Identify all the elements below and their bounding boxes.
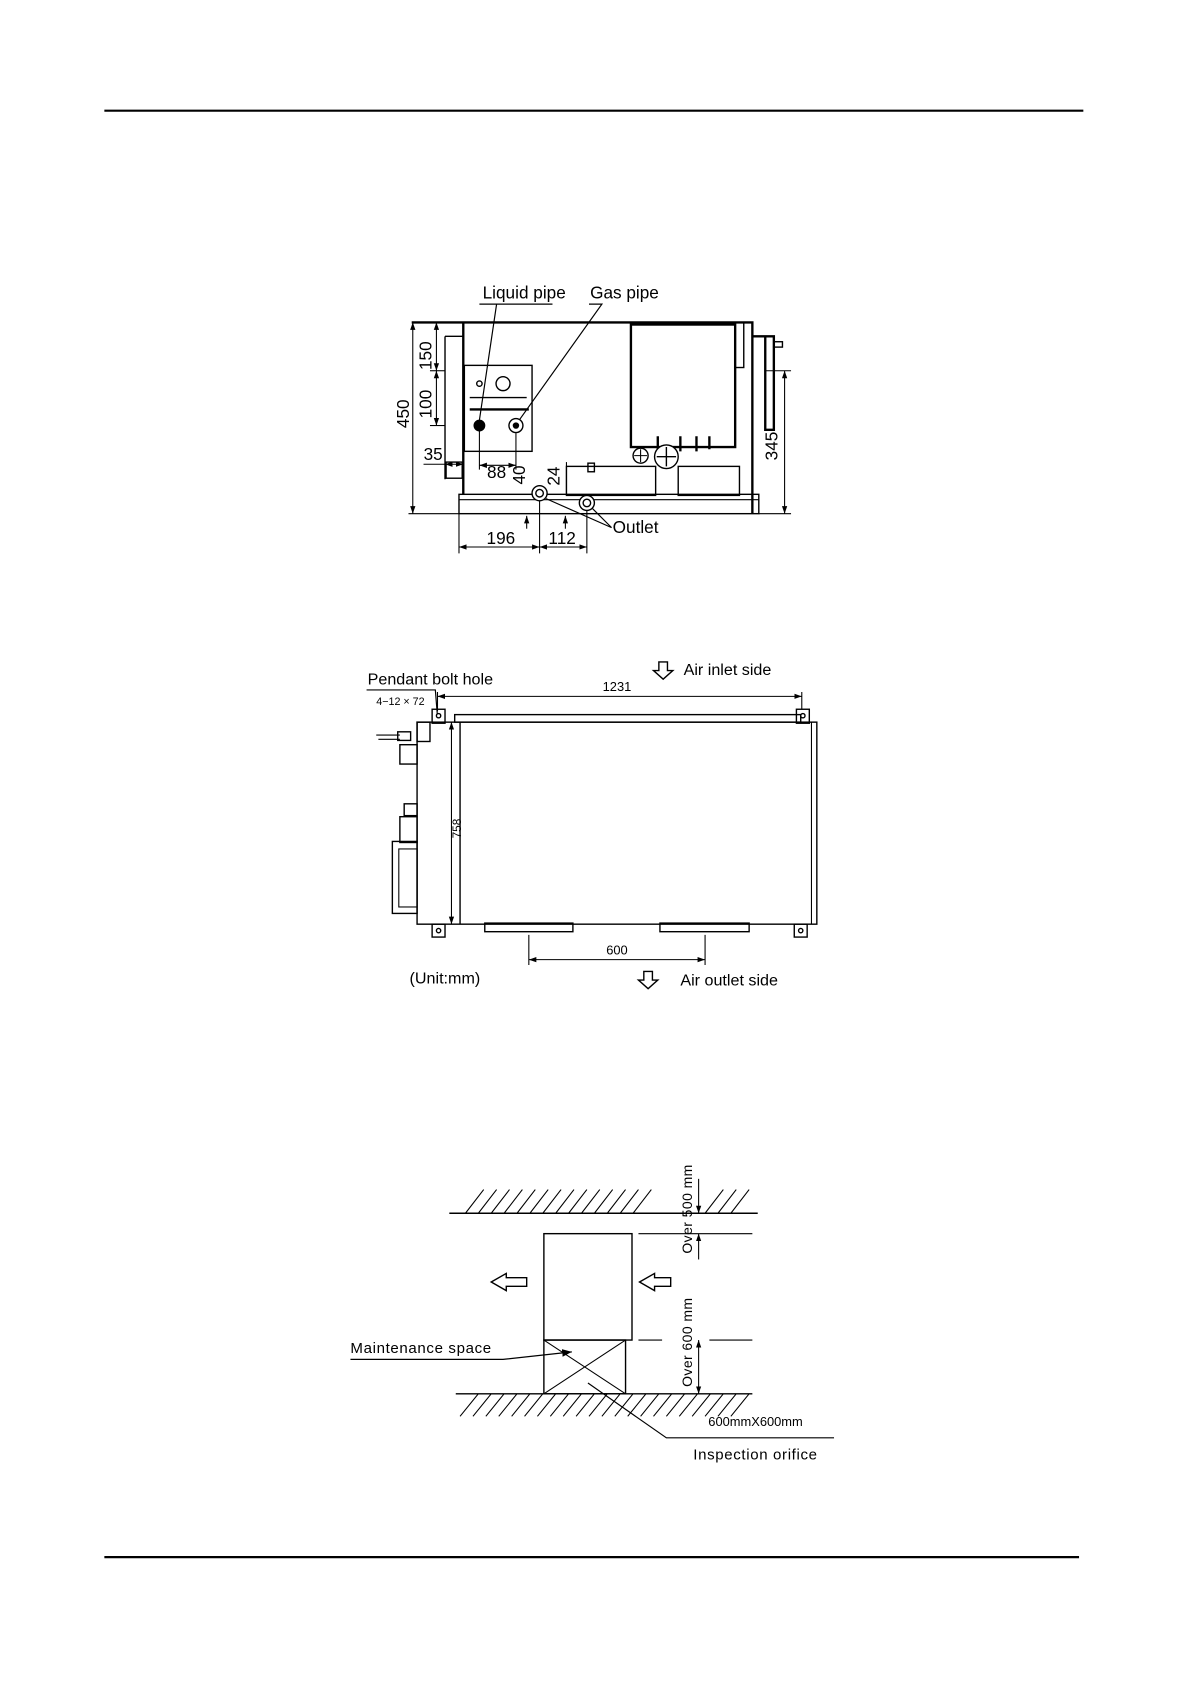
drain-pan-left [566,466,655,495]
top-clearance-label: Over 500 mm [678,1164,695,1254]
panel-port-small [477,381,482,386]
dim-right-height-label: 345 [761,431,782,461]
air-outlet-side-label: Air outlet side [680,971,778,990]
control-box-inner [399,849,417,907]
unit-note: (Unit:mm) [409,969,481,988]
floor-hatching [460,1394,749,1417]
side-view-diagram [393,283,791,554]
dim-pipe-horizontal-label: 88 [487,462,507,483]
bolt-hole-spec-label: 4−12 × 72 [376,695,425,708]
inspection-orifice-leader [588,1383,834,1438]
bolt-hole-top-left [436,714,440,718]
gas-pipe-label: Gas pipe [590,282,659,303]
side-fitting-medium [400,817,417,843]
terminal-block [400,745,417,764]
ceiling-hatching [465,1190,749,1214]
indoor-unit-box [544,1234,632,1340]
control-box [392,841,417,913]
airflow-in-arrow-icon [640,1273,671,1290]
air-inlet-arrow-icon [653,662,672,679]
dim-bracket-width-label: 35 [423,443,443,464]
drain-pan-right [678,466,739,495]
bolt-hole-bottom-right [799,928,803,932]
dim-length-label: 1231 [602,678,632,694]
orifice-size-label: 600mmX600mm [708,1414,803,1430]
side-fitting-small [404,804,417,816]
outlet-2-port-core [583,499,591,507]
outlet-1-port-core [536,489,544,497]
pendant-bolt-hole-label: Pendant bolt hole [367,670,494,689]
fan-box [631,325,735,448]
bolt-hole-top-right [801,714,805,718]
power-wires [376,735,400,739]
panel-port-large [496,377,510,391]
dim-outlet-spacing-label: 112 [548,527,576,548]
bolt-hole-bottom-left [436,928,440,932]
maintenance-space-cross [544,1340,626,1394]
mounting-bracket [445,336,463,479]
dim-outlet-width-label: 600 [606,942,628,958]
dim-outlet-2-height-label: 24 [543,466,564,486]
duct-flange-tab [774,342,783,347]
dim-total-height-label: 450 [393,399,414,429]
liquid-pipe-port [474,420,485,431]
ext-length [437,692,801,711]
rear-flange [735,322,744,367]
top-view-diagram [367,661,817,990]
unit-casing-outline [412,322,753,513]
dim-outlet-1-offset-label: 196 [486,527,516,548]
liquid-pipe-label: Liquid pipe [482,282,566,303]
clearance-diagram [350,1164,834,1463]
corner-fitting [417,722,430,741]
dim-top-offset-label: 150 [415,341,436,371]
maintenance-space-label: Maintenance space [350,1339,492,1357]
airflow-out-arrow-icon [491,1273,526,1290]
drain-stub [588,463,594,472]
top-flange [455,715,801,723]
dim-pipe-vertical-label: 100 [415,389,436,419]
dim-width-label: 758 [449,818,464,839]
gas-pipe-port-core [513,423,518,428]
outlet-label: Outlet [612,517,659,538]
base-plate [459,494,759,513]
inspection-orifice-label: Inspection orifice [693,1446,818,1464]
duct-flange [752,336,773,429]
air-inlet-side-label: Air inlet side [683,660,772,679]
unit-body [417,722,817,924]
bottom-clearance-label: Over 600 mm [678,1297,695,1387]
dim-outlet-1-height-label: 40 [509,465,530,485]
air-outlet-arrow-icon [638,971,657,988]
